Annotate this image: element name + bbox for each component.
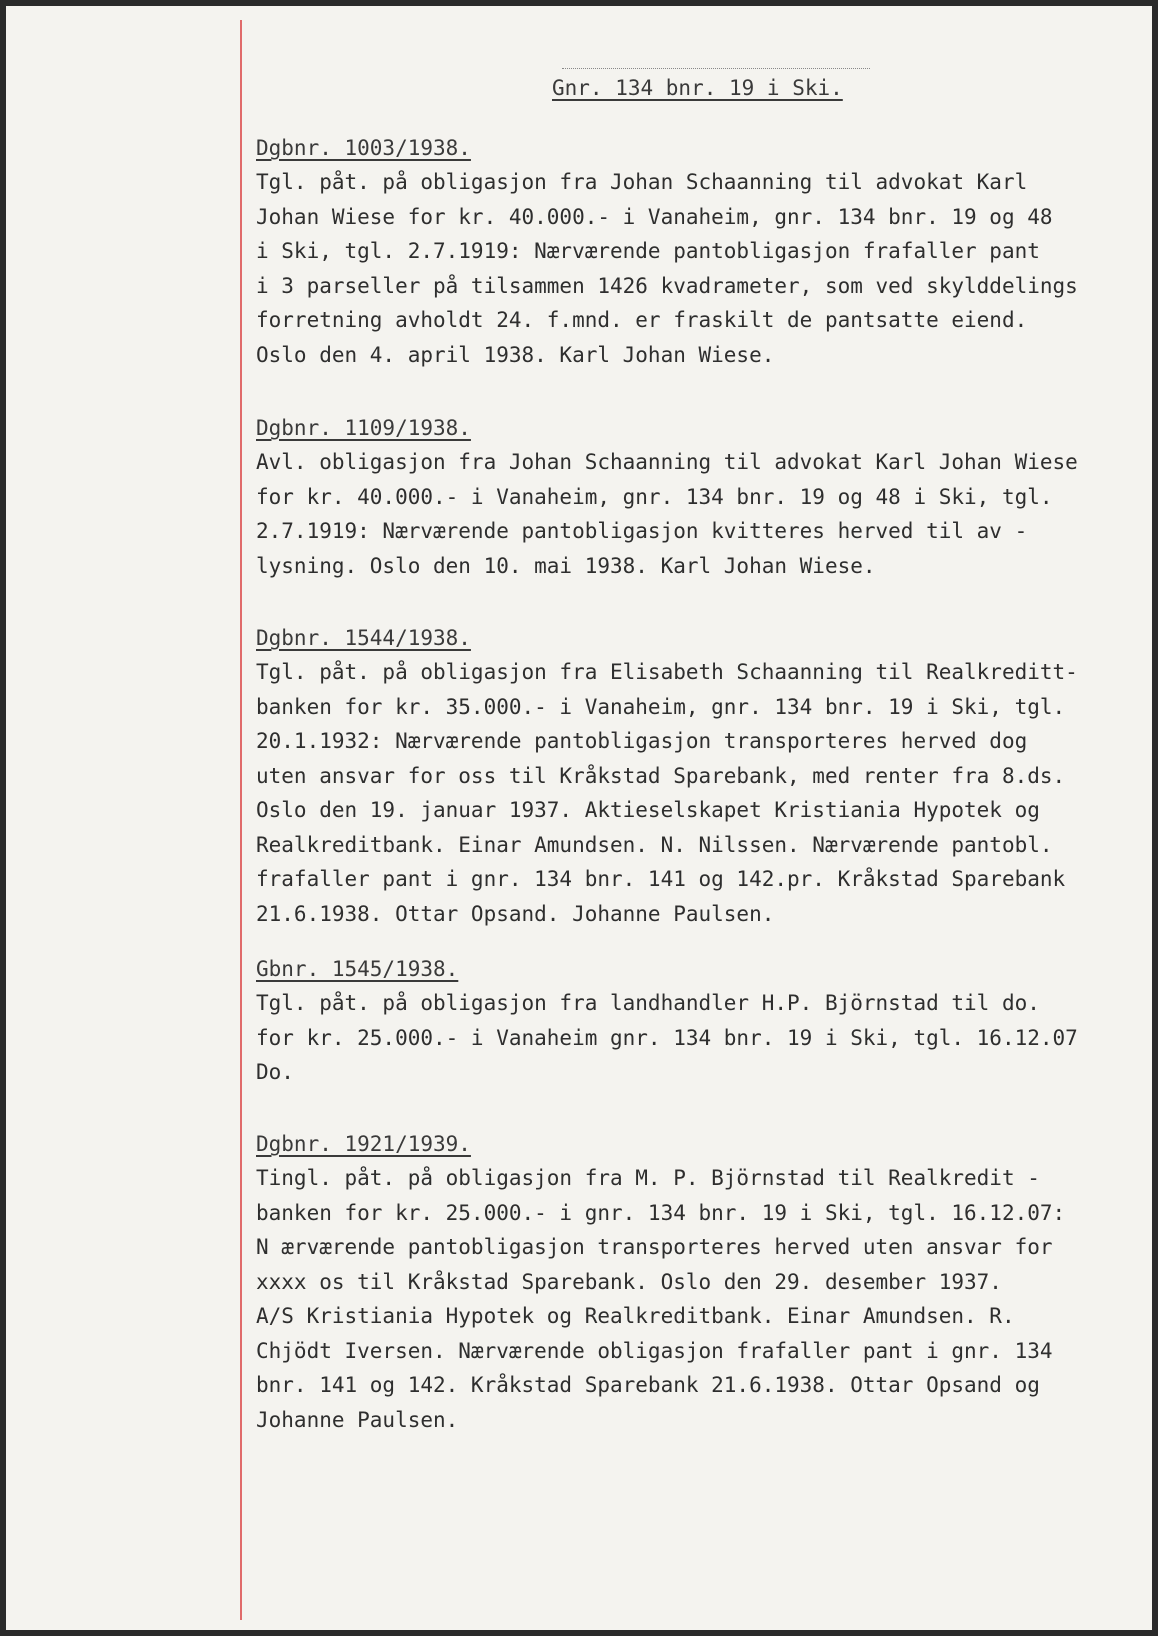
entry-line: uten ansvar for oss til Kråkstad Sparebank, med renter fra 8.ds. — [256, 763, 1066, 788]
entry-line: banken for kr. 35.000.- i Vanaheim, gnr. 134 bnr. 19 i Ski, tgl. — [256, 694, 1066, 719]
entry-line: Realkreditbank. Einar Amundsen. N. Nilssen. Nærværende pantobl. — [256, 832, 1053, 857]
register-entry — [256, 952, 1146, 1090]
entry-line: Chjödt Iversen. Nærværende obligasjon frafaller pant i gnr. 134 — [256, 1338, 1053, 1363]
entry-title: Gbnr. 1545/1938. — [256, 957, 459, 981]
margin-rule — [240, 20, 242, 1620]
entry-line: Johan Wiese for kr. 40.000.- i Vanaheim, gnr. 134 bnr. 19 og 48 — [256, 204, 1053, 229]
entry-line: i 3 parseller på tilsammen 1426 kvadrameter, som ved skylddelings — [256, 273, 1078, 298]
entry-line: A/S Kristiania Hypotek og Realkreditbank. Einar Amundsen. R. — [256, 1304, 1015, 1328]
entry-line: N ærværende pantobligasjon transporteres herved uten ansvar for — [256, 1235, 1053, 1259]
entry-line: lysning. Oslo den 10. mai 1938. Karl Johan Wiese. — [256, 553, 876, 578]
entry-line: for kr. 40.000.- i Vanaheim, gnr. 134 bnr. 19 og 48 i Ski, tgl. — [256, 484, 1053, 509]
document-page — [6, 6, 1152, 1630]
register-entry — [256, 411, 1146, 583]
entry-line: banken for kr. 25.000.- i gnr. 134 bnr. 19 i Ski, tgl. 16.12.07: — [256, 1200, 1066, 1225]
entry-line: Tgl. påt. på obligasjon fra landhandler H.P. Björnstad til do. — [256, 991, 1040, 1015]
register-entry — [256, 131, 1146, 372]
entry-title: Dgbnr. 1109/1938. — [256, 416, 471, 440]
entry-line: Oslo den 4. april 1938. Karl Johan Wiese. — [256, 342, 775, 367]
entry-line: Tingl. påt. på obligasjon fra M. P. Björnstad til Realkredit - — [256, 1166, 1040, 1190]
page-title: Gnr. 134 bnr. 19 i Ski. — [552, 76, 843, 100]
entry-line: Oslo den 19. januar 1937. Aktieselskapet Kristiania Hypotek og — [256, 798, 1040, 822]
register-entry — [256, 1127, 1146, 1437]
entry-line: bnr. 141 og 142. Kråkstad Sparebank 21.6.1938. Ottar Opsand og — [256, 1373, 1040, 1397]
entry-line: 2.7.1919: Nærværende pantobligasjon kvitteres herved til av - — [256, 519, 1028, 543]
register-entry — [256, 621, 1146, 931]
entry-line: Tgl. påt. på obligasjon fra Elisabeth Schaanning til Realkreditt- — [256, 660, 1078, 684]
entry-line: Johanne Paulsen. — [256, 1407, 459, 1432]
entry-line: Tgl. påt. på obligasjon fra Johan Schaanning til advokat Karl — [256, 170, 1028, 194]
entry-line: Avl. obligasjon fra Johan Schaanning til advokat Karl Johan Wiese — [256, 450, 1078, 474]
entry-line: frafaller pant i gnr. 134 bnr. 141 og 142.pr. Kråkstad Sparebank — [256, 867, 1066, 891]
entry-line: forretning avholdt 24. f.mnd. er fraskilt de pantsatte eiend. — [256, 308, 1028, 332]
entry-title: Dgbnr. 1921/1939. — [256, 1132, 471, 1156]
entry-line: 20.1.1932: Nærværende pantobligasjon transporteres herved dog — [256, 729, 1028, 753]
entry-line: for kr. 25.000.- i Vanaheim gnr. 134 bnr. 19 i Ski, tgl. 16.12.07 — [256, 1025, 1078, 1050]
entry-line: Do. — [256, 1060, 294, 1084]
entry-title: Dgbnr. 1544/1938. — [256, 626, 471, 650]
entry-line: xxxx os til Kråkstad Sparebank. Oslo den 29. desember 1937. — [256, 1269, 1002, 1294]
entry-title: Dgbnr. 1003/1938. — [256, 136, 471, 160]
header-overline — [562, 68, 870, 69]
entry-line: 21.6.1938. Ottar Opsand. Johanne Paulsen. — [256, 901, 775, 926]
entry-line: i Ski, tgl. 2.7.1919: Nærværende pantobligasjon frafaller pant — [256, 239, 1040, 263]
